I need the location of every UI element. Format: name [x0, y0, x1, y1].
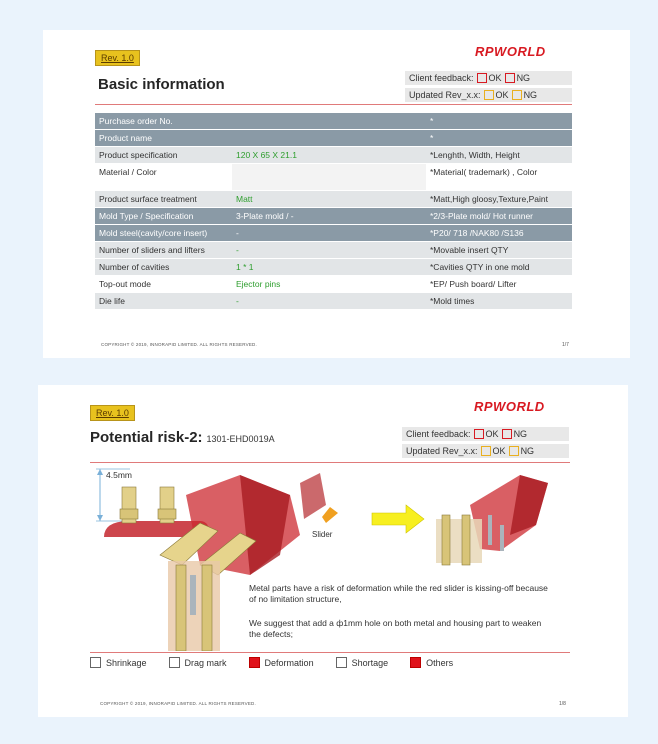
ok-label: OK: [492, 446, 506, 456]
row-label: Material / Color: [95, 164, 232, 190]
divider: [95, 104, 572, 105]
ng-label: NG: [520, 446, 535, 456]
row-note: *P20/ 718 /NAK80 /S136: [426, 225, 572, 241]
table-row: [95, 293, 572, 309]
table-row: [95, 208, 572, 224]
ok-label: OK: [495, 90, 509, 100]
right-arrow-icon: [372, 505, 424, 533]
shrinkage-checkbox[interactable]: [90, 657, 101, 668]
category-shrinkage[interactable]: [90, 657, 147, 668]
page-title: Basic information: [98, 76, 225, 93]
table-row: [95, 164, 572, 190]
revision-badge: Rev. 1.0: [90, 405, 135, 421]
category-label: Shortage: [351, 657, 389, 668]
feedback-panel: [405, 71, 572, 105]
divider: [90, 462, 570, 463]
client-feedback-label: Client feedback:: [409, 73, 474, 83]
ng-checkbox[interactable]: [512, 90, 522, 100]
client-feedback-label: Client feedback:: [406, 429, 471, 439]
updated-rev-row: [405, 88, 572, 102]
copyright-footer: COPYRIGHT © 2019, INNORAPID LIMITED. ALL RIGHTS RESERVED.: [101, 342, 257, 347]
dimension-label: 4.5mm: [106, 470, 132, 480]
row-label: Product name: [95, 130, 232, 146]
arrow-icon: [322, 507, 338, 523]
row-value: [232, 113, 426, 129]
row-note: *Matt,High gloosy,Texture,Paint: [426, 191, 572, 207]
updated-rev-row: [402, 444, 569, 458]
table-row: [95, 259, 572, 275]
updated-rev-label: Updated Rev_x.x:: [409, 90, 481, 100]
page-title: [90, 429, 275, 446]
row-value: 3-Plate mold / -: [232, 208, 426, 224]
row-value: [232, 164, 426, 190]
category-label: Drag mark: [184, 657, 227, 668]
row-label: Product specification: [95, 147, 232, 163]
category-label: Shrinkage: [106, 657, 147, 668]
ok-label: OK: [485, 429, 499, 439]
row-value: -: [232, 242, 426, 258]
ok-checkbox[interactable]: [484, 90, 494, 100]
ng-checkbox[interactable]: [502, 429, 512, 439]
row-label: Purchase order No.: [95, 113, 232, 129]
revision-badge: Rev. 1.0: [95, 50, 140, 66]
row-value: [232, 130, 426, 146]
divider: [90, 652, 570, 653]
ng-checkbox[interactable]: [509, 446, 519, 456]
ng-checkbox[interactable]: [505, 73, 515, 83]
slider-label: Slider: [312, 530, 333, 539]
ok-checkbox[interactable]: [477, 73, 487, 83]
page-number: 1/7: [562, 342, 569, 348]
row-note: *: [426, 130, 572, 146]
connector-assembly-right: [436, 475, 548, 565]
ok-checkbox[interactable]: [481, 446, 491, 456]
table-row: [95, 242, 572, 258]
basic-info-table: [95, 112, 572, 310]
row-label: Mold steel(cavity/core insert): [95, 225, 232, 241]
row-value: 120 X 65 X 21.1: [232, 147, 426, 163]
row-label: Top-out mode: [95, 276, 232, 292]
table-row: [95, 276, 572, 292]
copyright-footer: COPYRIGHT © 2019, INNORAPID LIMITED. ALL RIGHTS RESERVED.: [100, 701, 256, 706]
drag-mark-checkbox[interactable]: [169, 657, 180, 668]
table-row: [95, 191, 572, 207]
ng-label: NG: [516, 73, 531, 83]
brand-logo: RPWORLD: [475, 44, 546, 59]
deformation-checkbox[interactable]: [249, 657, 260, 668]
updated-rev-label: Updated Rev_x.x:: [406, 446, 478, 456]
category-label: Deformation: [264, 657, 314, 668]
row-note: *EP/ Push board/ Lifter: [426, 276, 572, 292]
ng-label: NG: [513, 429, 528, 439]
ok-checkbox[interactable]: [474, 429, 484, 439]
row-note: *Cavities QTY in one mold: [426, 259, 572, 275]
shortage-checkbox[interactable]: [336, 657, 347, 668]
table-row: [95, 113, 572, 129]
defect-category-row: [90, 657, 475, 668]
row-label: Die life: [95, 293, 232, 309]
row-value: -: [232, 293, 426, 309]
suggestion-text: We suggest that add a ф1mm hole on both metal and housing part to weaken the defects;: [249, 618, 542, 639]
client-feedback-row: [405, 71, 572, 85]
row-value: Matt: [232, 191, 426, 207]
row-label: Number of cavities: [95, 259, 232, 275]
row-value: Ejector pins: [232, 276, 426, 292]
row-label: Mold Type / Specification: [95, 208, 232, 224]
feedback-panel: [402, 427, 569, 461]
row-value: 1 * 1: [232, 259, 426, 275]
table-row: [95, 147, 572, 163]
row-note: *Lenghth, Width, Height: [426, 147, 572, 163]
risk-description: Metal parts have a risk of deformation while the red slider is kissing-off because of no limitation structure,: [249, 583, 548, 604]
category-others[interactable]: [410, 657, 453, 668]
row-note: *: [426, 113, 572, 129]
basic-information-slide: [43, 30, 630, 358]
potential-risk-slide: [38, 385, 628, 717]
category-label: Others: [426, 657, 454, 668]
ok-label: OK: [488, 73, 502, 83]
page-number: 1/8: [559, 701, 566, 707]
part-number: 1301-EHD0019A: [206, 434, 275, 444]
row-note: *Mold times: [426, 293, 572, 309]
ng-label: NG: [523, 90, 538, 100]
client-feedback-row: [402, 427, 569, 441]
others-checkbox[interactable]: [410, 657, 421, 668]
table-row: [95, 130, 572, 146]
row-note: *Material( trademark) , Color: [426, 164, 572, 190]
row-label: Product surface treatment: [95, 191, 232, 207]
row-note: *2/3-Plate mold/ Hot runner: [426, 208, 572, 224]
category-shortage[interactable]: [336, 657, 389, 668]
row-label: Number of sliders and lifters: [95, 242, 232, 258]
brand-logo: RPWORLD: [474, 399, 545, 414]
row-note: *Movable insert QTY: [426, 242, 572, 258]
risk-title: Potential risk-2:: [90, 429, 203, 446]
table-row: [95, 225, 572, 241]
category-drag-mark[interactable]: [169, 657, 227, 668]
category-deformation[interactable]: [249, 657, 314, 668]
row-value: -: [232, 225, 426, 241]
